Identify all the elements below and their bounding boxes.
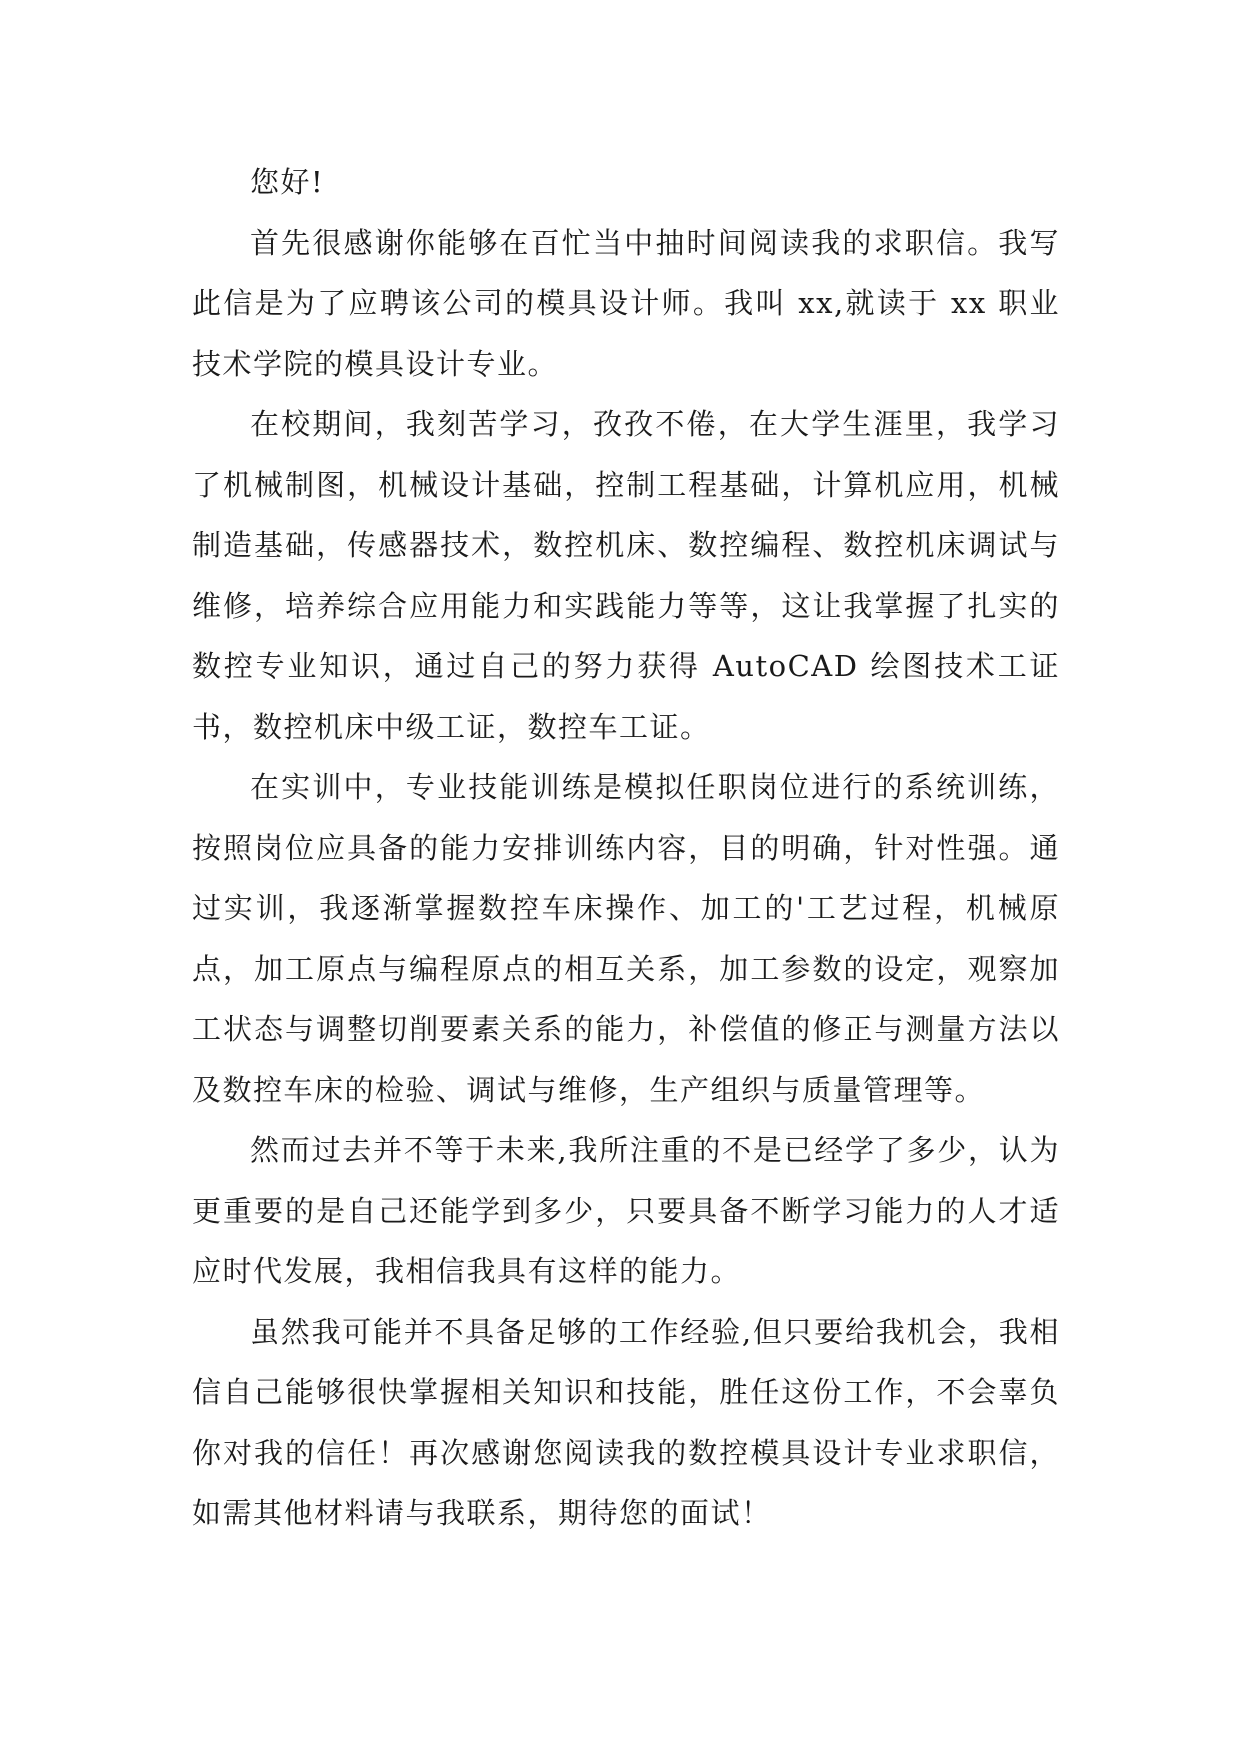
paragraph-education: 在校期间，我刻苦学习，孜孜不倦，在大学生涯里，我学习了机械制图，机械设计基础，控制工程基础，计算机应用，机械制造基础，传感器技术，数控机床、数控编程、数控机床调试与维修，培养综合应用能力和实践能力等等，这让我掌握了扎实的数控专业知识，通过自己的努力获得 AutoCAD 绘图技术工证书，数控机床中级工证，数控车工证。	[192, 407, 1060, 744]
paragraph-intro: 首先很感谢你能够在百忙当中抽时间阅读我的求职信。我写此信是为了应聘该公司的模具设计师。我叫 xx,就读于 xx 职业技术学院的模具设计专业。	[192, 225, 1060, 381]
letter-body	[192, 152, 1060, 1544]
paragraph-training: 在实训中，专业技能训练是模拟任职岗位进行的系统训练，按照岗位应具备的能力安排训练内容，目的明确，针对性强。通过实训，我逐渐掌握数控车床操作、加工的'工艺过程，机械原点，加工原点与编程原点的相互关系，加工参数的设定，观察加工状态与调整切削要素关系的能力，补偿值的修正与测量方法以及数控车床的检验、调试与维修，生产组织与质量管理等。	[192, 770, 1060, 1107]
greeting: 您好!	[250, 165, 325, 199]
paragraph-learning: 然而过去并不等于未来,我所注重的不是已经学了多少，认为更重要的是自己还能学到多少，只要具备不断学习能力的人才适应时代发展，我相信我具有这样的能力。	[192, 1133, 1060, 1288]
paragraph-closing: 虽然我可能并不具备足够的工作经验,但只要给我机会，我相信自己能够很快掌握相关知识和技能，胜任这份工作，不会辜负你对我的信任！再次感谢您阅读我的数控模具设计专业求职信，如需其他材料请与我联系，期待您的面试！	[192, 1314, 1060, 1530]
